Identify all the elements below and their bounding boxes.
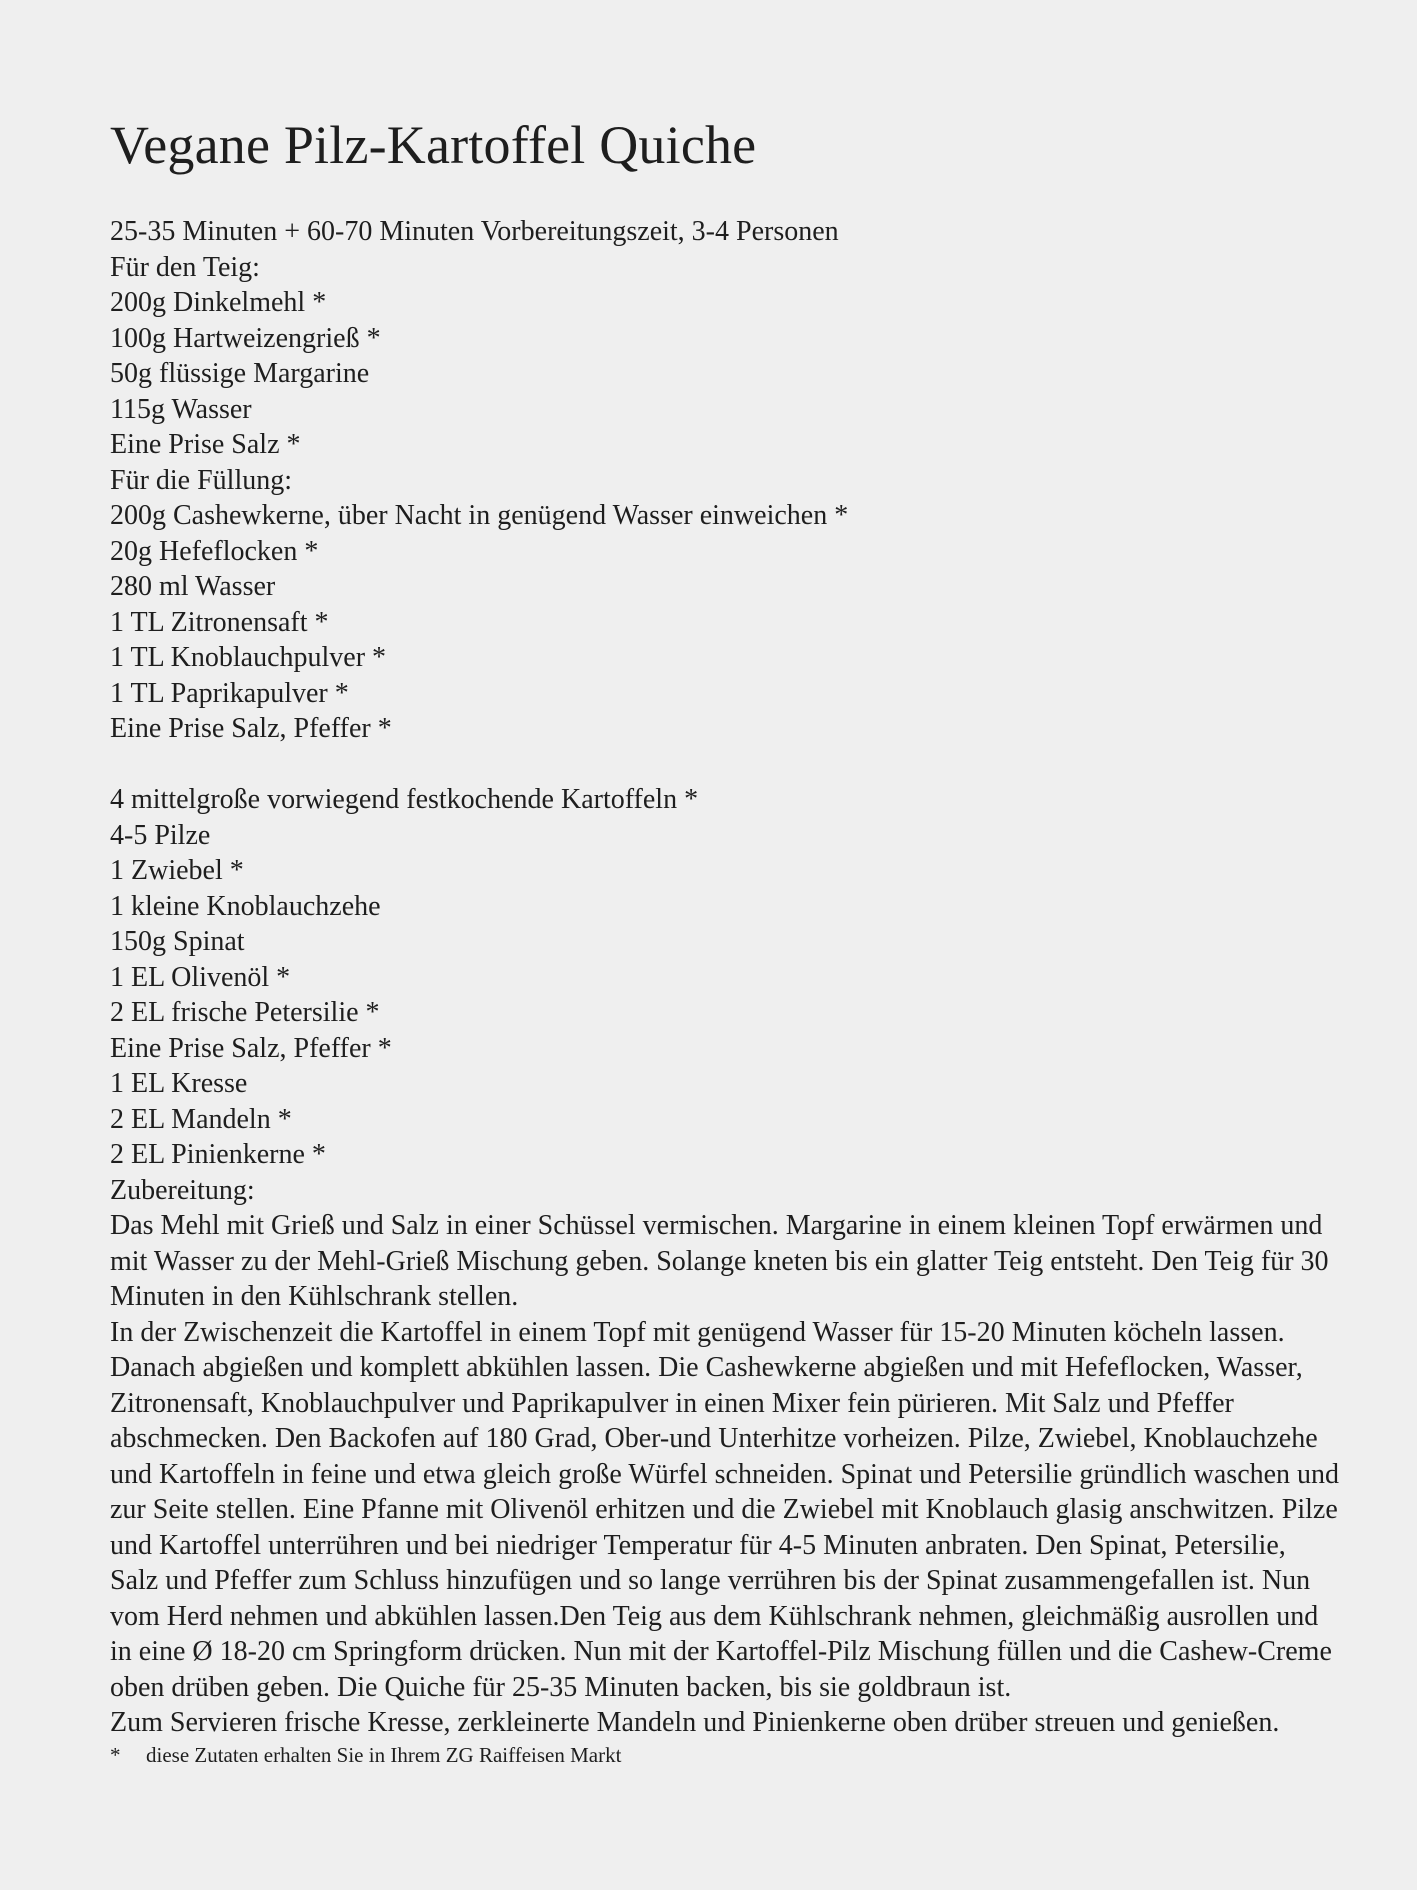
ingredient-item: 20g Hefeflocken * <box>110 535 319 567</box>
ingredient-item: 1 Zwiebel * <box>110 855 244 886</box>
filling-ingredient-list <box>110 498 1340 747</box>
ingredient-item: 1 EL Kresse <box>110 1068 248 1099</box>
spacer <box>110 747 1340 783</box>
ingredient-item: 200g Cashewkerne, über Nacht in genügend Wasser einweichen * <box>110 500 849 531</box>
dough-heading: Für den Teig: <box>110 251 260 283</box>
ingredient-item: 100g Hartweizengrieß * <box>110 322 381 354</box>
preparation-paragraph: In der Zwischenzeit die Kartoffel in einem Topf mit genügend Wasser für 15-20 Minuten köcheln lassen. Danach abgießen und komplett abkühlen lassen. Die Cashewkerne abgießen und mit Hefeflocken, Wasser, Zitronensaft, Knoblauchpulver und Paprikapulver in einen Mixer fein pürieren. Mit Salz und Pfeffer abschmecken. Den Backofen auf 180 Grad, Ober-und Unterhitze vorheizen. Pilze, Zwiebel, Knoblauchzehe und Kartoffeln in feine und etwa gleich große Würfel schneiden. Spinat und Petersilie gründlich waschen und zur Seite stellen. Eine Pfanne mit Olivenöl erhitzen und die Zwiebel mit Knoblauch glasig anschwitzen. Pilze und Kartoffel unterrühren und bei niedriger Temperatur für 4-5 Minuten anbraten. Den Spinat, Petersilie, Salz und Pfeffer zum Schluss hinzufügen und so lange verrühren bis der Spinat zusammengefallen ist. Nun vom Herd nehmen und abkühlen lassen.Den Teig aus dem Kühlschrank nehmen, gleichmäßig ausrollen und in eine Ø 18-20 cm Springform drücken. Nun mit der Kartoffel-Pilz Mischung füllen und die Cashew-Creme oben drüben geben. Die Quiche für 25-35 Minuten backen, bis sie goldbraun ist. <box>110 1316 1340 1703</box>
preparation-paragraph: Das Mehl mit Grieß und Salz in einer Schüssel vermischen. Margarine in einem kleinen Topf erwärmen und mit Wasser zu der Mehl-Grieß Mischung geben. Solange kneten bis ein glatter Teig entsteht. Den Teig für 30 Minuten in den Kühlschrank stellen. <box>110 1210 1329 1312</box>
ingredient-item: 1 TL Paprikapulver * <box>110 677 349 709</box>
ingredient-item: Eine Prise Salz * <box>110 429 301 460</box>
ingredient-item: 4-5 Pilze <box>110 819 211 851</box>
ingredient-item: 280 ml Wasser <box>110 571 276 602</box>
ingredient-item: 1 EL Olivenöl * <box>110 961 291 993</box>
ingredient-item: Eine Prise Salz, Pfeffer * <box>110 1032 392 1064</box>
recipe-title: Vegane Pilz-Kartoffel Quiche <box>110 115 757 175</box>
ingredient-item: 200g Dinkelmehl * <box>110 287 327 318</box>
ingredient-item: 2 EL frische Petersilie * <box>110 997 380 1028</box>
filling-ingredient-list-2 <box>110 782 1340 1173</box>
ingredient-item: 1 TL Zitronensaft * <box>110 606 329 638</box>
preparation-steps <box>110 1208 1340 1741</box>
dough-ingredient-list <box>110 285 1340 463</box>
ingredient-item: 4 mittelgroße vorwiegend festkochende Kartoffeln * <box>110 784 699 815</box>
ingredient-item: 2 EL Pinienkerne * <box>110 1139 326 1170</box>
ingredient-item: Eine Prise Salz, Pfeffer * <box>110 713 392 744</box>
filling-heading: Für die Füllung: <box>110 464 293 496</box>
footnote-mark: * <box>110 1742 121 1767</box>
ingredient-item: 150g Spinat <box>110 926 245 957</box>
ingredient-item: 115g Wasser <box>110 393 252 425</box>
ingredient-item: 1 kleine Knoblauchzehe <box>110 890 381 922</box>
preparation-heading: Zubereitung: <box>110 1174 255 1206</box>
recipe-meta: 25-35 Minuten + 60-70 Minuten Vorbereitungszeit, 3-4 Personen <box>110 216 839 247</box>
footnote-text: diese Zutaten erhalten Sie in Ihrem ZG Raiffeisen Markt <box>146 1742 622 1767</box>
ingredient-item: 50g flüssige Margarine <box>110 358 370 389</box>
ingredient-item: 2 EL Mandeln * <box>110 1103 292 1135</box>
preparation-paragraph: Zum Servieren frische Kresse, zerkleinerte Mandeln und Pinienkerne oben drüber streuen und genießen. <box>110 1707 1280 1738</box>
footnote <box>110 1741 1340 1769</box>
recipe-page <box>110 112 1340 1769</box>
ingredient-item: 1 TL Knoblauchpulver * <box>110 642 387 673</box>
